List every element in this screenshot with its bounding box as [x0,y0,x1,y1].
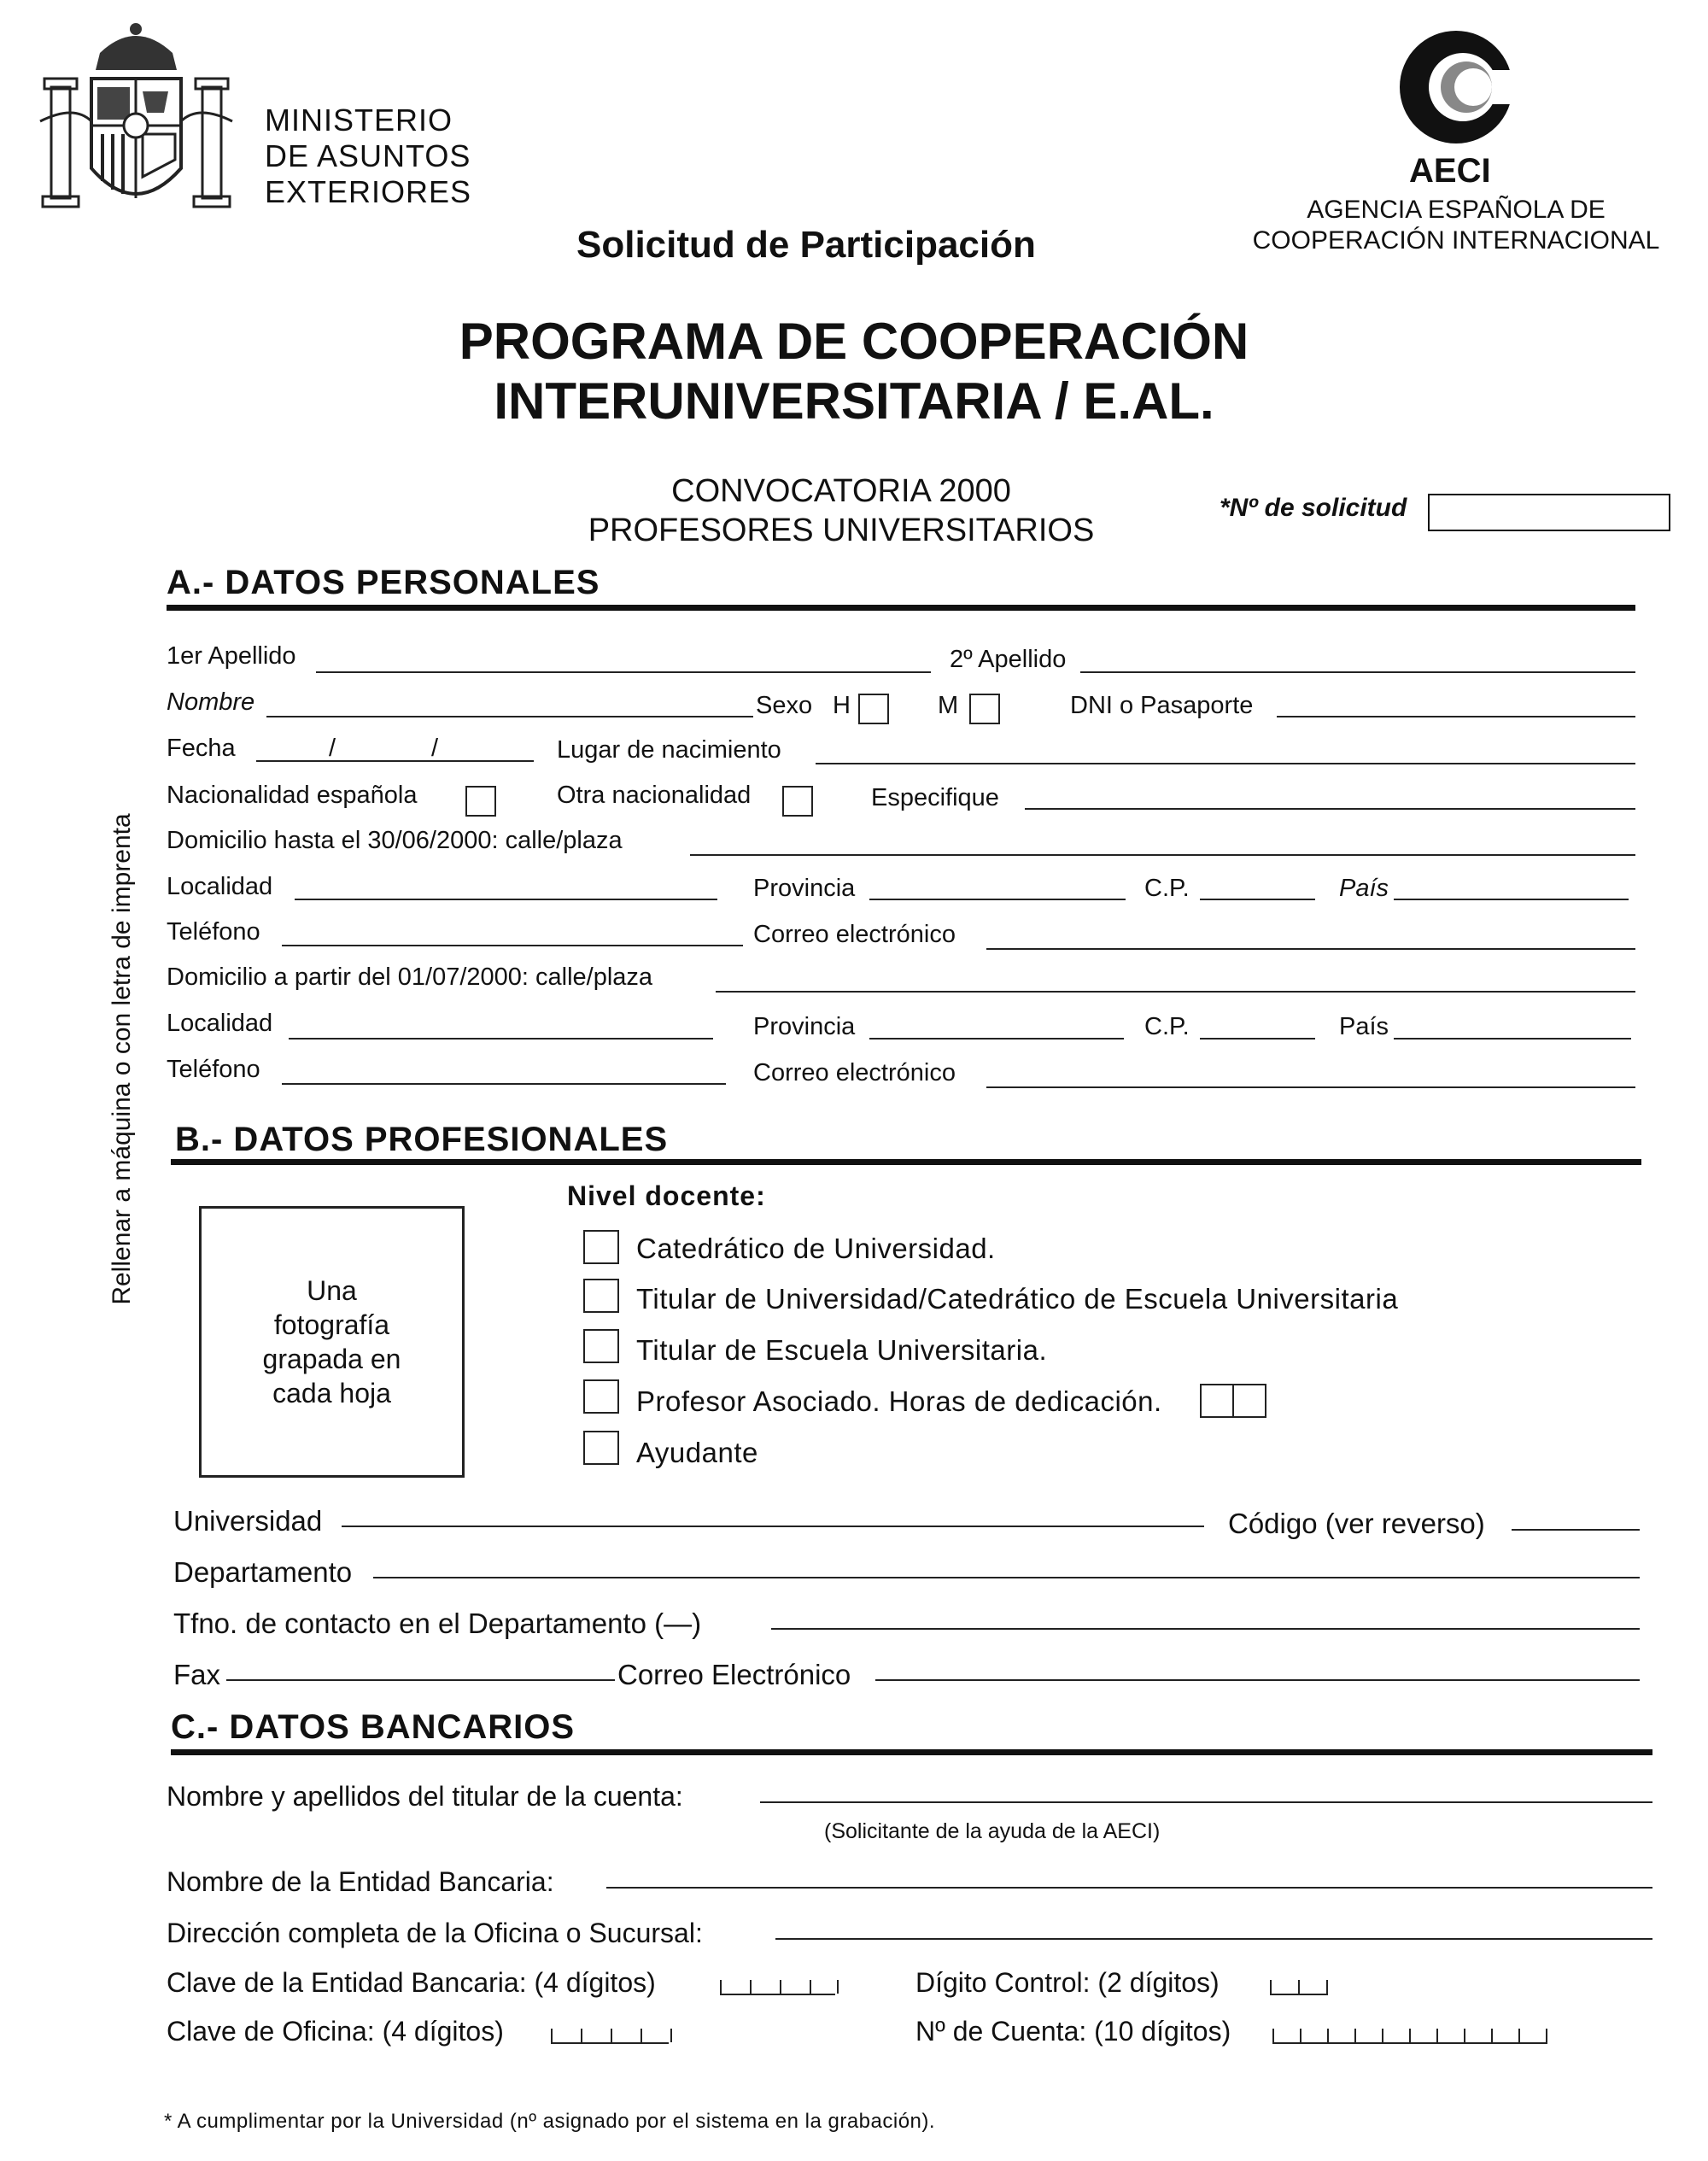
photo-instruction: Una fotografía grapada en cada hoja [262,1275,401,1408]
provincia-2-field[interactable] [869,1038,1124,1040]
correo-2-field[interactable] [986,1086,1635,1088]
pais-1-field[interactable] [1394,899,1629,900]
clave-entidad-field[interactable] [720,1975,835,1995]
tfno-departamento-field[interactable] [771,1628,1640,1630]
especifique-label: Especifique [871,784,999,811]
ayudante-label: Ayudante [636,1437,758,1468]
tfno-departamento-label: Tfno. de contacto en el Departamento (—) [173,1608,702,1639]
nacionalidad-espanola-label: Nacionalidad española [167,782,418,809]
provincia-1-label: Provincia [753,875,856,902]
horas-dedicacion-divider [1232,1385,1234,1416]
correo-1-label: Correo electrónico [753,921,956,948]
dni-label: DNI o Pasaporte [1070,692,1254,719]
sexo-m-checkbox[interactable] [969,694,1000,724]
pais-2-field[interactable] [1394,1038,1631,1040]
ministry-line-2: DE ASUNTOS [265,138,471,173]
spanish-coat-of-arms-icon [36,19,237,224]
titular-cuenta-label: Nombre y apellidos del titular de la cuenta: [167,1781,683,1812]
convocatoria-line-2: PROFESORES UNIVERSITARIOS [588,512,1095,548]
catedratico-label: Catedrático de Universidad. [636,1233,996,1264]
titular-escuela-label: Titular de Escuela Universitaria. [636,1334,1048,1366]
profesor-asociado-label: Profesor Asociado. Horas de dedicación. [636,1385,1162,1417]
codigo-field[interactable] [1512,1529,1640,1531]
clave-oficina-label: Clave de Oficina: (4 dígitos) [167,2016,504,2047]
program-title-line-2: INTERUNIVERSITARIA / E.AL. [494,372,1214,430]
lugar-nacimiento-field[interactable] [816,763,1635,764]
clave-entidad-label: Clave de la Entidad Bancaria: (4 dígitos) [167,1967,656,1998]
titular-universidad-label: Titular de Universidad/Catedrático de Escuela Universitaria [636,1283,1399,1315]
fecha-field[interactable] [256,760,534,762]
domicilio-desde-label: Domicilio a partir del 01/07/2000: calle/plaza [167,963,653,991]
ministry-name [265,102,471,210]
horas-dedicacion-field[interactable] [1200,1384,1266,1418]
ministry-line-1: MINISTERIO [265,102,453,138]
telefono-2-label: Teléfono [167,1056,260,1083]
universidad-field[interactable] [342,1526,1204,1527]
ayudante-checkbox[interactable] [583,1431,619,1465]
correo-2-label: Correo electrónico [753,1059,956,1086]
otra-nacionalidad-checkbox[interactable] [782,786,813,817]
titular-universidad-checkbox[interactable] [583,1279,619,1313]
direccion-oficina-field[interactable] [775,1938,1652,1940]
cp-2-label: C.P. [1144,1013,1190,1040]
apellido2-field[interactable] [1080,671,1635,673]
side-instruction: Rellenar a máquina o con letra de imprenta [108,813,136,1305]
nivel-docente-label: Nivel docente: [567,1180,766,1211]
domicilio-hasta-field[interactable] [690,854,1635,856]
convocatoria [478,471,1204,550]
cp-1-field[interactable] [1200,899,1315,900]
digito-control-field[interactable] [1270,1975,1328,1995]
departamento-field[interactable] [373,1577,1640,1578]
request-number-field[interactable] [1428,494,1670,531]
fecha-sep-1: / [329,735,336,762]
localidad-2-label: Localidad [167,1010,273,1037]
direccion-oficina-label: Dirección completa de la Oficina o Sucursal: [167,1918,703,1948]
nombre-label: Nombre [167,688,255,716]
photo-placeholder [199,1206,465,1478]
sexo-h-label: H [833,692,851,719]
section-b-rule [171,1159,1641,1165]
cp-2-field[interactable] [1200,1038,1315,1040]
titular-escuela-checkbox[interactable] [583,1329,619,1363]
agency-fullname [1234,195,1678,256]
otra-nacionalidad-label: Otra nacionalidad [557,782,752,809]
sexo-label: Sexo [756,692,813,719]
cp-1-label: C.P. [1144,875,1190,902]
universidad-label: Universidad [173,1505,323,1537]
convocatoria-line-1: CONVOCATORIA 2000 [671,473,1011,509]
dni-field[interactable] [1277,716,1635,717]
telefono-1-field[interactable] [282,945,743,946]
correo-departamento-label: Correo Electrónico [617,1659,851,1690]
titular-cuenta-field[interactable] [760,1801,1652,1803]
catedratico-checkbox[interactable] [583,1230,619,1264]
profesor-asociado-checkbox[interactable] [583,1379,619,1414]
nacionalidad-espanola-checkbox[interactable] [465,786,496,817]
numero-cuenta-field[interactable] [1272,2023,1547,2044]
provincia-1-field[interactable] [869,899,1126,900]
numero-cuenta-label: Nº de Cuenta: (10 dígitos) [915,2016,1231,2047]
document-type: Solicitud de Participación [576,224,1036,266]
lugar-nacimiento-label: Lugar de nacimiento [557,736,781,764]
section-c-title: C.- DATOS BANCARIOS [171,1708,576,1746]
especifique-field[interactable] [1025,808,1635,810]
codigo-label: Código (ver reverso) [1228,1508,1485,1539]
fecha-label: Fecha [167,735,236,762]
localidad-1-field[interactable] [295,899,717,900]
localidad-1-label: Localidad [167,873,273,900]
pais-1-label: País [1339,875,1389,902]
fax-label: Fax [173,1659,221,1690]
fax-field[interactable] [226,1679,615,1681]
program-title [0,312,1708,431]
request-number-label: *Nº de solicitud [1220,494,1407,522]
correo-departamento-field[interactable] [875,1679,1640,1681]
agency-line-1: AGENCIA ESPAÑOLA DE [1307,196,1606,224]
nombre-field[interactable] [266,716,753,717]
fecha-sep-2: / [431,735,439,762]
correo-1-field[interactable] [986,948,1635,950]
section-c-rule [171,1749,1652,1755]
section-b-title: B.- DATOS PROFESIONALES [175,1121,669,1158]
provincia-2-label: Provincia [753,1013,856,1040]
aeci-logo-icon [1396,26,1516,154]
domicilio-desde-field[interactable] [716,991,1635,993]
sexo-m-label: M [938,692,959,719]
apellido1-label: 1er Apellido [167,642,296,670]
titular-cuenta-note: (Solicitante de la ayuda de la AECI) [824,1819,1161,1843]
sexo-h-checkbox[interactable] [858,694,889,724]
clave-oficina-field[interactable] [551,2023,669,2044]
footnote: * A cumplimentar por la Universidad (nº asignado por el sistema en la grabación). [164,2110,936,2133]
localidad-2-field[interactable] [289,1038,713,1040]
apellido2-label: 2º Apellido [950,646,1067,673]
domicilio-hasta-label: Domicilio hasta el 30/06/2000: calle/plaza [167,827,623,854]
agency-line-2: COOPERACIÓN INTERNACIONAL [1252,226,1660,255]
pais-2-label: País [1339,1013,1389,1040]
telefono-2-field[interactable] [282,1083,726,1085]
ministry-line-3: EXTERIORES [265,174,472,209]
section-a-rule [167,605,1635,611]
agency-name: AECI [1409,152,1491,190]
apellido1-field[interactable] [316,671,931,673]
section-a-title: A.- DATOS PERSONALES [167,564,600,601]
entidad-bancaria-field[interactable] [606,1887,1652,1889]
entidad-bancaria-label: Nombre de la Entidad Bancaria: [167,1866,554,1897]
digito-control-label: Dígito Control: (2 dígitos) [915,1967,1220,1998]
program-title-line-1: PROGRAMA DE COOPERACIÓN [459,313,1249,370]
departamento-label: Departamento [173,1556,353,1588]
telefono-1-label: Teléfono [167,918,260,946]
